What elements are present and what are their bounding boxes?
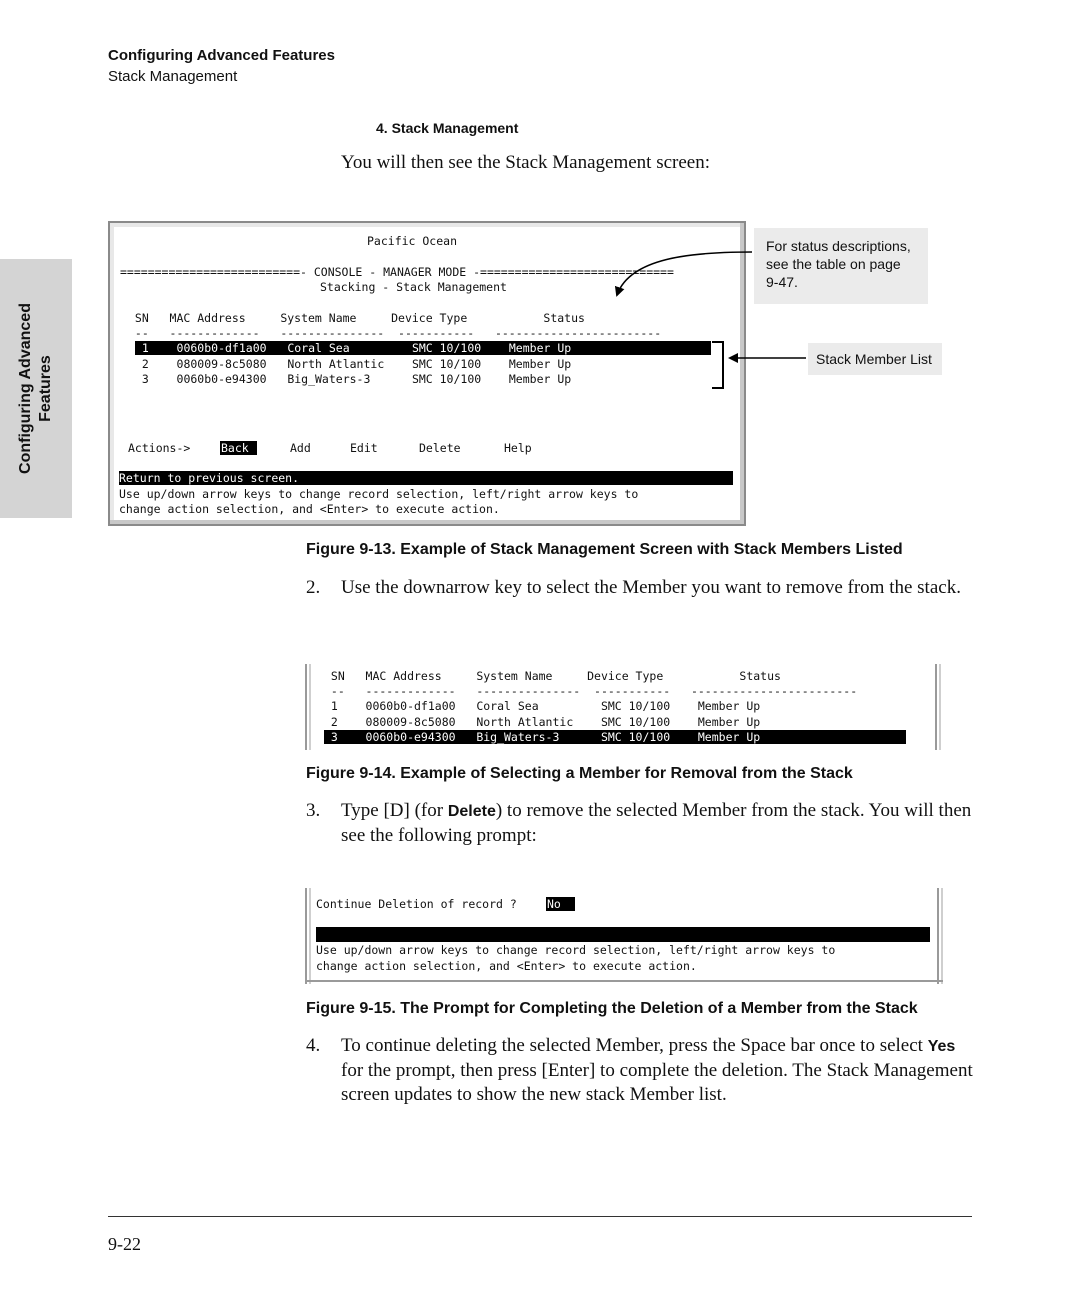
step-3-post: ) to remove the selected Member from the stack. You will then see the following prompt: xyxy=(341,800,972,846)
step-2-text: Use the downarrow key to select the Member you want to remove from the stack. xyxy=(341,577,961,598)
table-row-selected[interactable]: 3 0060b0-e94300 Big_Waters-3 SMC 10/100 Member Up xyxy=(324,730,906,744)
footer-rule xyxy=(108,1216,972,1217)
step-heading: 4. Stack Management xyxy=(376,120,519,136)
page-number: 9-22 xyxy=(108,1234,141,1254)
member-selection-screen xyxy=(305,664,943,750)
status-bar xyxy=(316,927,930,942)
help-line-1: Use up/down arrow keys to change record selection, left/right arrow keys to xyxy=(316,943,836,957)
running-header-subsection: Stack Management xyxy=(108,68,238,85)
action-edit[interactable]: Edit xyxy=(350,441,378,455)
help-line-2: change action selection, and <Enter> to execute action. xyxy=(119,502,500,516)
running-header-section: Configuring Advanced Features xyxy=(108,47,335,64)
status-line: Return to previous screen. xyxy=(119,471,733,485)
side-tab-line1: Configuring Advanced xyxy=(17,303,34,474)
figure-15-caption: Figure 9-15. The Prompt for Completing the Deletion of a Member from the Stack xyxy=(306,1000,918,1017)
table-header-rule: -- ------------- --------------- ----------- ------------------------ xyxy=(324,684,858,698)
status-callout: For status descriptions, see the table on page 9-47. xyxy=(754,228,928,304)
deletion-answer-field[interactable]: No xyxy=(546,897,575,911)
step-4-number: 4. xyxy=(306,1035,321,1056)
table-row[interactable]: 1 0060b0-df1a00 Coral Sea SMC 10/100 Member Up xyxy=(324,699,761,713)
step-4-pre: To continue deleting the selected Member, press the Space bar once to select xyxy=(341,1035,928,1056)
table-row[interactable]: 3 0060b0-e94300 Big_Waters-3 SMC 10/100 Member Up xyxy=(135,372,572,386)
side-tab-line2: Features xyxy=(37,355,54,422)
delete-key-label: Delete xyxy=(447,803,496,820)
step-2-number: 2. xyxy=(306,577,321,598)
step-4-text xyxy=(341,1034,973,1107)
member-list-callout: Stack Member List xyxy=(808,343,942,375)
deletion-prompt: Continue Deletion of record ? xyxy=(316,897,524,911)
screen-title: Pacific Ocean xyxy=(367,234,458,248)
table-row[interactable]: 2 080009-8c5080 North Atlantic SMC 10/100 Member Up xyxy=(135,357,572,371)
table-row[interactable]: 2 080009-8c5080 North Atlantic SMC 10/100 Member Up xyxy=(324,715,761,729)
action-delete[interactable]: Delete xyxy=(419,441,461,455)
step-3-number: 3. xyxy=(306,800,321,821)
action-add[interactable]: Add xyxy=(290,441,311,455)
help-line-2: change action selection, and <Enter> to execute action. xyxy=(316,959,697,973)
console-mode-line: ==========================- CONSOLE - MANAGER MODE -============================ xyxy=(120,265,674,279)
side-tab xyxy=(0,259,72,518)
table-header-rule: -- ------------- --------------- ----------- ------------------------ xyxy=(128,326,662,340)
figure-13-caption: Figure 9-13. Example of Stack Management Screen with Stack Members Listed xyxy=(306,541,903,558)
step-3-pre: Type [D] (for xyxy=(341,800,448,821)
table-header: SN MAC Address System Name Device Type Status xyxy=(128,311,585,325)
screen-subtitle: Stacking - Stack Management xyxy=(320,280,507,294)
intro-text: You will then see the Stack Management screen: xyxy=(341,152,711,173)
deletion-prompt-screen xyxy=(305,888,943,984)
table-header: SN MAC Address System Name Device Type Status xyxy=(324,669,781,683)
step-3-text xyxy=(341,799,973,848)
help-line-1: Use up/down arrow keys to change record selection, left/right arrow keys to xyxy=(119,487,639,501)
table-row-selected[interactable]: 1 0060b0-df1a00 Coral Sea SMC 10/100 Member Up xyxy=(135,341,711,355)
action-back[interactable]: Back xyxy=(220,441,257,455)
stack-management-screen xyxy=(108,221,746,526)
action-help[interactable]: Help xyxy=(504,441,532,455)
yes-key-label: Yes xyxy=(927,1038,956,1055)
member-list-bracket xyxy=(712,341,724,389)
actions-label: Actions-> xyxy=(128,441,191,455)
figure-14-caption: Figure 9-14. Example of Selecting a Member for Removal from the Stack xyxy=(306,765,853,782)
step-4-post: for the prompt, then press [Enter] to complete the deletion. The Stack Management screen updates to show the new stack Member list. xyxy=(341,1060,973,1105)
